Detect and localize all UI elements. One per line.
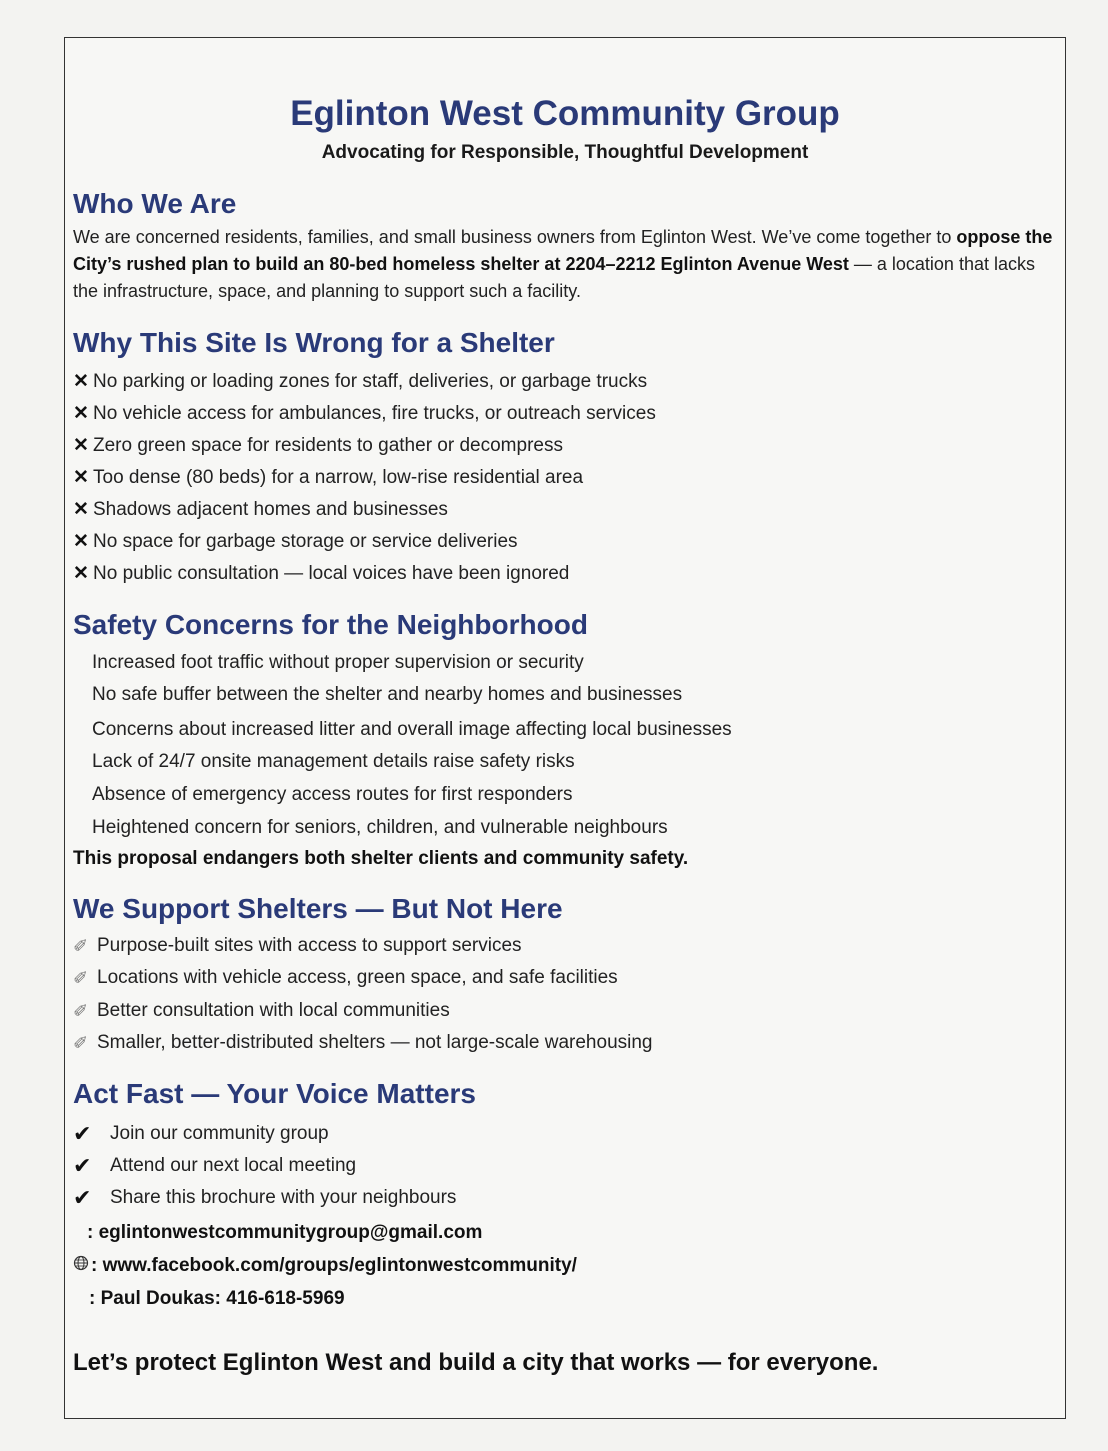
why-item [73, 370, 647, 393]
support-item-text: Smaller, better-distributed shelters — not large-scale warehousing [97, 1032, 653, 1053]
contact-facebook-row [73, 1255, 577, 1277]
support-heading: We Support Shelters — But Not Here [73, 893, 563, 924]
x-mark-icon: ✕ [73, 467, 89, 488]
act-item [73, 1185, 456, 1211]
act-item-text: Share this brochure with your neighbours [110, 1187, 457, 1208]
support-item-text: Locations with vehicle access, green space, and safe facilities [97, 967, 618, 988]
support-item [73, 935, 522, 957]
contact-facebook: : www.facebook.com/groups/eglintonwestcommunity/ [91, 1255, 577, 1276]
why-item [73, 562, 569, 585]
why-item [73, 466, 583, 489]
checkmark-icon: ✔ [73, 1185, 92, 1210]
safety-item: Heightened concern for seniors, children, and vulnerable neighbours [92, 817, 668, 838]
who-text-part-2: — a location that lacks the infrastructure, space, and planning to support such a facility. [73, 254, 1035, 301]
safety-item: Absence of emergency access routes for first responders [92, 784, 573, 805]
check-pencil-icon: ✐ [73, 967, 89, 988]
safety-item: Increased foot traffic without proper supervision or security [92, 652, 584, 673]
x-mark-icon: ✕ [73, 531, 89, 552]
globe-icon [73, 1255, 91, 1277]
support-item-text: Better consultation with local communities [97, 1000, 450, 1021]
checkmark-icon: ✔ [73, 1153, 92, 1178]
why-item-text: No public consultation — local voices have been ignored [93, 562, 570, 584]
page-subtitle: Advocating for Responsible, Thoughtful Development [321, 142, 809, 163]
check-pencil-icon: ✐ [73, 1000, 89, 1021]
why-item-text: Zero green space for residents to gather or decompress [93, 434, 563, 456]
act-item-text: Join our community group [110, 1123, 329, 1144]
who-text-bold: oppose the City’s rushed plan to build an 80-bed homeless shelter at 2204–2212 Eglinton Avenue West [73, 227, 1053, 274]
contact-email: : eglintonwestcommunitygroup@gmail.com [87, 1222, 483, 1243]
who-we-are-text [73, 224, 1063, 305]
check-pencil-icon: ✐ [73, 935, 89, 956]
who-text-part-1: We are concerned residents, families, and small business owners from Eglinton West. We’ve come together to [73, 227, 957, 247]
why-item-text: No parking or loading zones for staff, deliveries, or garbage trucks [93, 370, 648, 392]
x-mark-icon: ✕ [73, 435, 89, 456]
closing-statement: Let’s protect Eglinton West and build a city that works — for everyone. [73, 1349, 879, 1376]
safety-item: Concerns about increased litter and overall image affecting local businesses [92, 719, 732, 740]
support-item-text: Purpose-built sites with access to support services [97, 935, 522, 956]
safety-conclusion: This proposal endangers both shelter clients and community safety. [73, 848, 689, 869]
safety-heading: Safety Concerns for the Neighborhood [73, 609, 588, 640]
support-item [73, 967, 618, 989]
why-item-text: No space for garbage storage or service deliveries [93, 530, 518, 552]
safety-item: No safe buffer between the shelter and nearby homes and businesses [92, 684, 683, 705]
check-pencil-icon: ✐ [73, 1032, 89, 1053]
page-title: Eglinton West Community Group [290, 94, 840, 133]
act-item [73, 1153, 356, 1179]
act-item [73, 1121, 329, 1147]
why-item [73, 434, 563, 457]
why-item-text: Shadows adjacent homes and businesses [93, 498, 448, 520]
why-item [73, 530, 518, 553]
flyer-sheet [64, 37, 1066, 1419]
x-mark-icon: ✕ [73, 499, 89, 520]
act-heading: Act Fast — Your Voice Matters [73, 1078, 476, 1109]
safety-item: Lack of 24/7 onsite management details raise safety risks [92, 751, 575, 772]
why-item-text: No vehicle access for ambulances, fire trucks, or outreach services [93, 402, 656, 424]
checkmark-icon: ✔ [73, 1121, 92, 1146]
why-item-text: Too dense (80 beds) for a narrow, low-rise residential area [93, 466, 584, 488]
why-wrong-heading: Why This Site Is Wrong for a Shelter [73, 327, 555, 358]
x-mark-icon: ✕ [73, 403, 89, 424]
support-item [73, 1032, 653, 1054]
why-item [73, 498, 448, 521]
x-mark-icon: ✕ [73, 371, 89, 392]
act-item-text: Attend our next local meeting [110, 1155, 357, 1176]
support-item [73, 1000, 450, 1022]
why-item [73, 402, 656, 425]
who-we-are-heading: Who We Are [73, 188, 237, 219]
x-mark-icon: ✕ [73, 563, 89, 584]
contact-phone: : Paul Doukas: 416-618-5969 [89, 1288, 345, 1309]
